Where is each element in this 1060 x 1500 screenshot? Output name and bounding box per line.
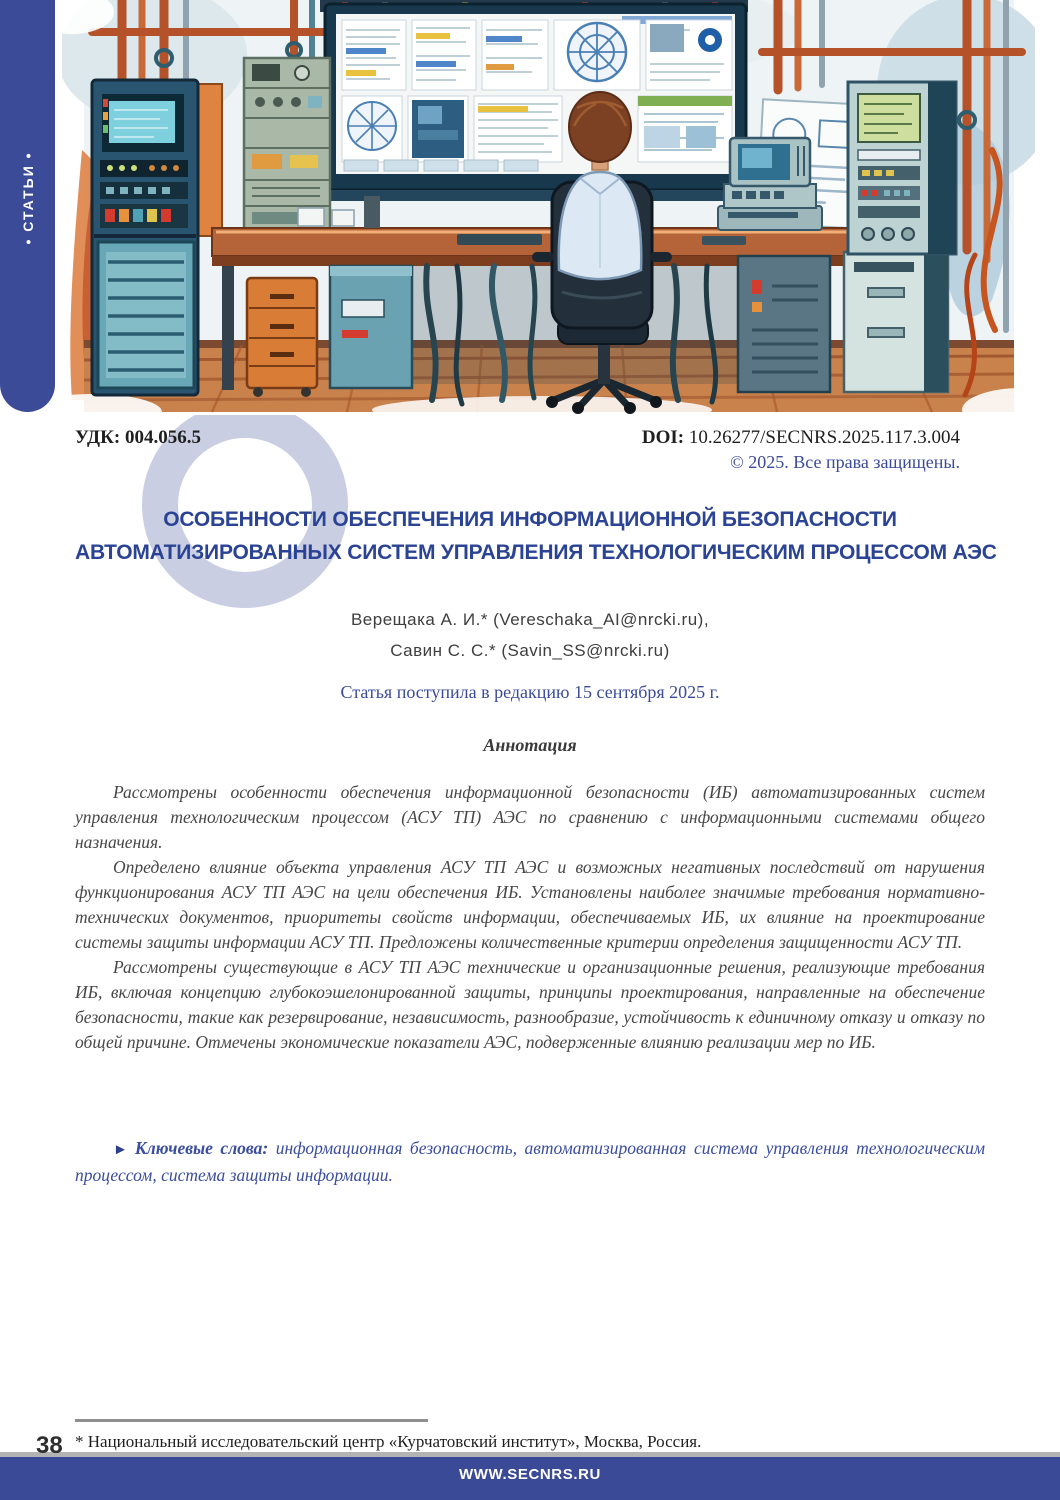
article-title xyxy=(75,503,997,569)
keywords-label: Ключевые слова: xyxy=(134,1138,269,1158)
keywords-block xyxy=(75,1136,985,1188)
doi-label: DOI: xyxy=(641,427,685,448)
page-number: 38 xyxy=(36,1432,63,1459)
doi xyxy=(642,427,960,449)
control-room-illustration-svg xyxy=(62,0,1035,415)
article-title-line1: ОСОБЕННОСТИ ОБЕСПЕЧЕНИЯ ИНФОРМАЦИОННОЙ БЕЗОПАСНОСТИ xyxy=(163,508,897,531)
copyright-note: © 2025. Все права защищены. xyxy=(730,452,960,472)
keywords-text: информационная безопасность, автоматизированная система управления технологическим процессом, система защиты информации. xyxy=(75,1138,985,1185)
sidebar-articles-tab xyxy=(0,0,55,412)
control-room-illustration xyxy=(62,0,1035,415)
author-2: Савин С. С.* (Savin_SS@nrcki.ru) xyxy=(390,641,670,660)
abstract-heading: Аннотация xyxy=(483,735,577,755)
abstract-paragraph: Рассмотрены существующие в АСУ ТП АЭС технические и организационные решения, реализующие требования ИБ, включая концепцию глубокоэшелонированной защиты, принципы проектирования, направленные на обеспечение безопасности, такие как резервирование, независимость, разнообразие, устойчивость к единичному отказу и отказу по общей причине. Отмечены экономические показатели АЭС, подверженные влиянию реализации мер по ИБ. xyxy=(75,957,985,1052)
sidebar-label: • СТАТЬИ • xyxy=(19,151,36,245)
received-date-note: Статья поступила в редакцию 15 сентября 2025 г. xyxy=(340,682,720,702)
udk-code: УДК: 004.056.5 xyxy=(75,427,201,448)
affiliation-footnote: * Национальный исследовательский центр «Курчатовский институт», Москва, Россия. xyxy=(75,1432,702,1451)
arrow-right-icon: ► xyxy=(113,1142,128,1158)
footer-bar xyxy=(0,1457,1060,1500)
doi-value: 10.26277/SECNRS.2025.117.3.004 xyxy=(684,427,960,448)
authors-block xyxy=(75,604,985,666)
article-title-line2: АВТОМАТИЗИРОВАННЫХ СИСТЕМ УПРАВЛЕНИЯ ТЕХНОЛОГИЧЕСКИМ ПРОЦЕССОМ АЭС xyxy=(75,541,997,564)
author-1: Верещака А. И.* (Vereschaka_AI@nrcki.ru), xyxy=(350,610,710,629)
footnote-divider xyxy=(75,1419,428,1422)
footer-site-url: WWW.SECNRS.RU xyxy=(459,1466,601,1483)
abstract-paragraph: Рассмотрены особенности обеспечения информационной безопасности (ИБ) автоматизированных систем управления технологическим процессом (АСУ ТП) АЭС по сравнению с информационными системами общего назначения. xyxy=(75,782,985,852)
abstract-body xyxy=(75,780,985,1055)
abstract-paragraph: Определено влияние объекта управления АСУ ТП АЭС и возможных негативных последствий от нарушения функционирования АСУ ТП АЭС на цели обеспечения ИБ. Установлены наиболее значимые требования нормативно-технических документов, приоритеты свойств информации, обеспечиваемых ИБ, их влияние на проектирование системы защиты информации АСУ ТП. Предложены количественные критерии определения защищенности АСУ ТП. xyxy=(75,857,985,952)
